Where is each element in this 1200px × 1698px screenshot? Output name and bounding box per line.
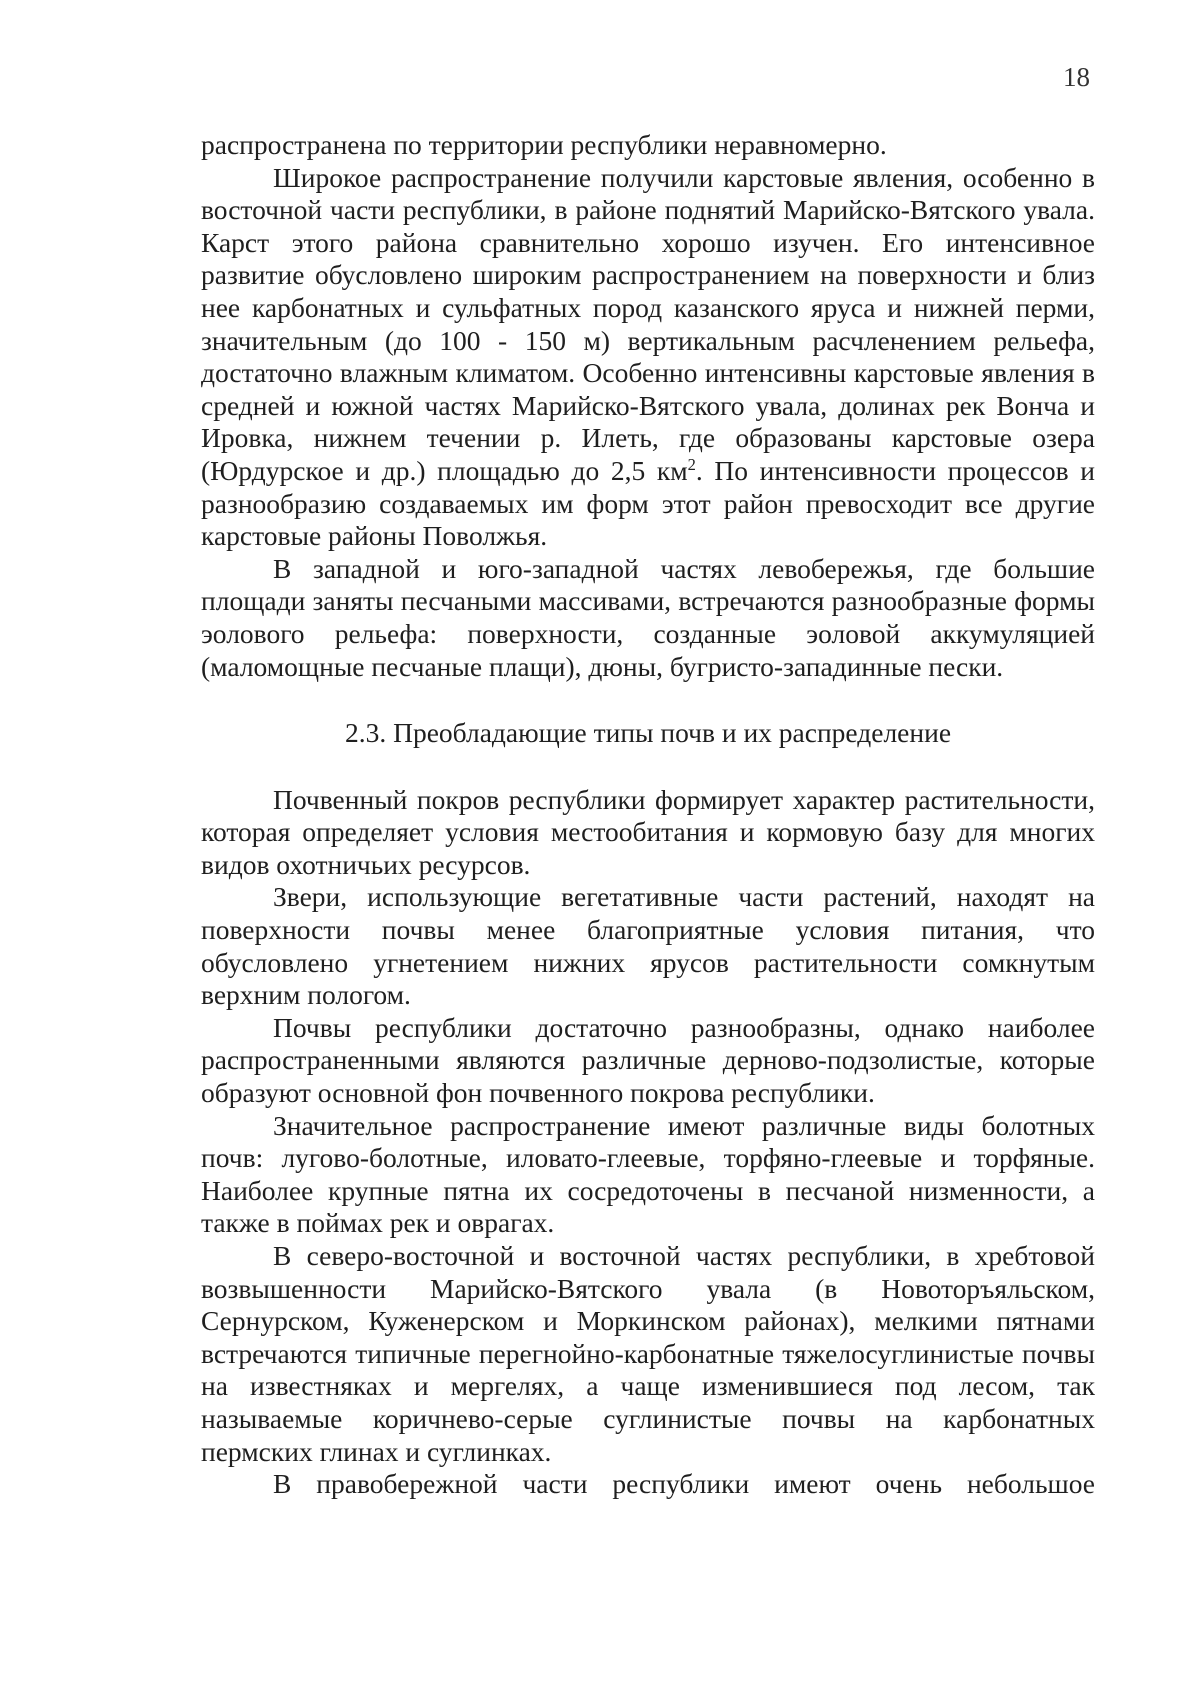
paragraph-karst	[201, 162, 1095, 553]
section-heading: 2.3. Преобладающие типы почв и их распределение	[344, 717, 952, 749]
paragraph: Почвенный покров республики формирует характер растительности, которая определяет условия местообитания и кормовую базу для многих видов охотничьих ресурсов.	[201, 783, 1095, 880]
paragraph: Звери, использующие вегетативные части растений, находят на поверхности почвы менее благоприятные условия питания, что обусловлено угнетением нижних ярусов растительности сомкнутым верхним пологом.	[201, 881, 1095, 1011]
superscript: 2	[687, 454, 696, 474]
paragraph-truncated: В правобережной части республики имеют очень небольшое	[273, 1468, 1095, 1500]
document-body	[201, 129, 1095, 1501]
page-number: 18	[1063, 62, 1090, 92]
paragraph: Почвы республики достаточно разнообразны, однако наиболее распространенными являются различные дерново-подзолистые, которые образуют основной фон почвенного покрова республики.	[201, 1011, 1095, 1109]
paragraph: Значительное распространение имеют различные виды болотных почв: лугово-болотные, иловато-глеевые, торфяно-глеевые и торфяные. Наиболее крупные пятна их сосредоточены в песчаной низменности, а также в поймах рек и оврагах.	[201, 1109, 1095, 1239]
paragraph: В северо-восточной и восточной частях республики, в хребтовой возвышенности Марийско-Вятского увала (в Новоторъяльском, Сернурском, Куженерском и Моркинском районах), мелкими пятнами встречаются типичные перегнойно-карбонатные тяжелосуглинистые почвы на известняках и мергелях, а чаще изменившиеся под лесом, так называемые коричнево-серые суглинистые почвы на карбонатных пермских глинах и суглинках.	[201, 1240, 1095, 1467]
paragraph-text: . По интенсивности процессов и разнообразию создаваемых им форм этот район превосходит все другие карстовые районы Поволжья.	[201, 454, 1095, 552]
paragraph-text: Широкое распространение получили карстовые явления, особенно в восточной части республики, в районе поднятий Марийско-Вятского увала. Карст этого района сравнительно хорошо изучен. Его интенсивное развитие обусловлено широким распространением на поверхности и близ нее карбонатных и сульфатных пород казанского яруса и нижней перми, значительным (до 100 - 150 м) вертикальным расчленением рельефа, достаточно влажным климатом. Особенно интенсивны карстовые явления в средней и южной частях Марийско-Вятского увала, долинах рек Вонча и Ировка, нижнем течении р. Илеть, где образованы карстовые озера (Юрдурское и др.) площадью до 2,5 км	[201, 161, 1095, 486]
paragraph: В западной и юго-западной частях левобережья, где большие площади заняты песчаными массивами, встречаются разнообразные формы эолового рельефа: поверхности, созданные эоловой аккумуляцией (маломощные песчаные плащи), дюны, бугристо-западинные пески.	[201, 552, 1095, 682]
paragraph: распространена по территории республики неравномерно.	[201, 129, 887, 160]
